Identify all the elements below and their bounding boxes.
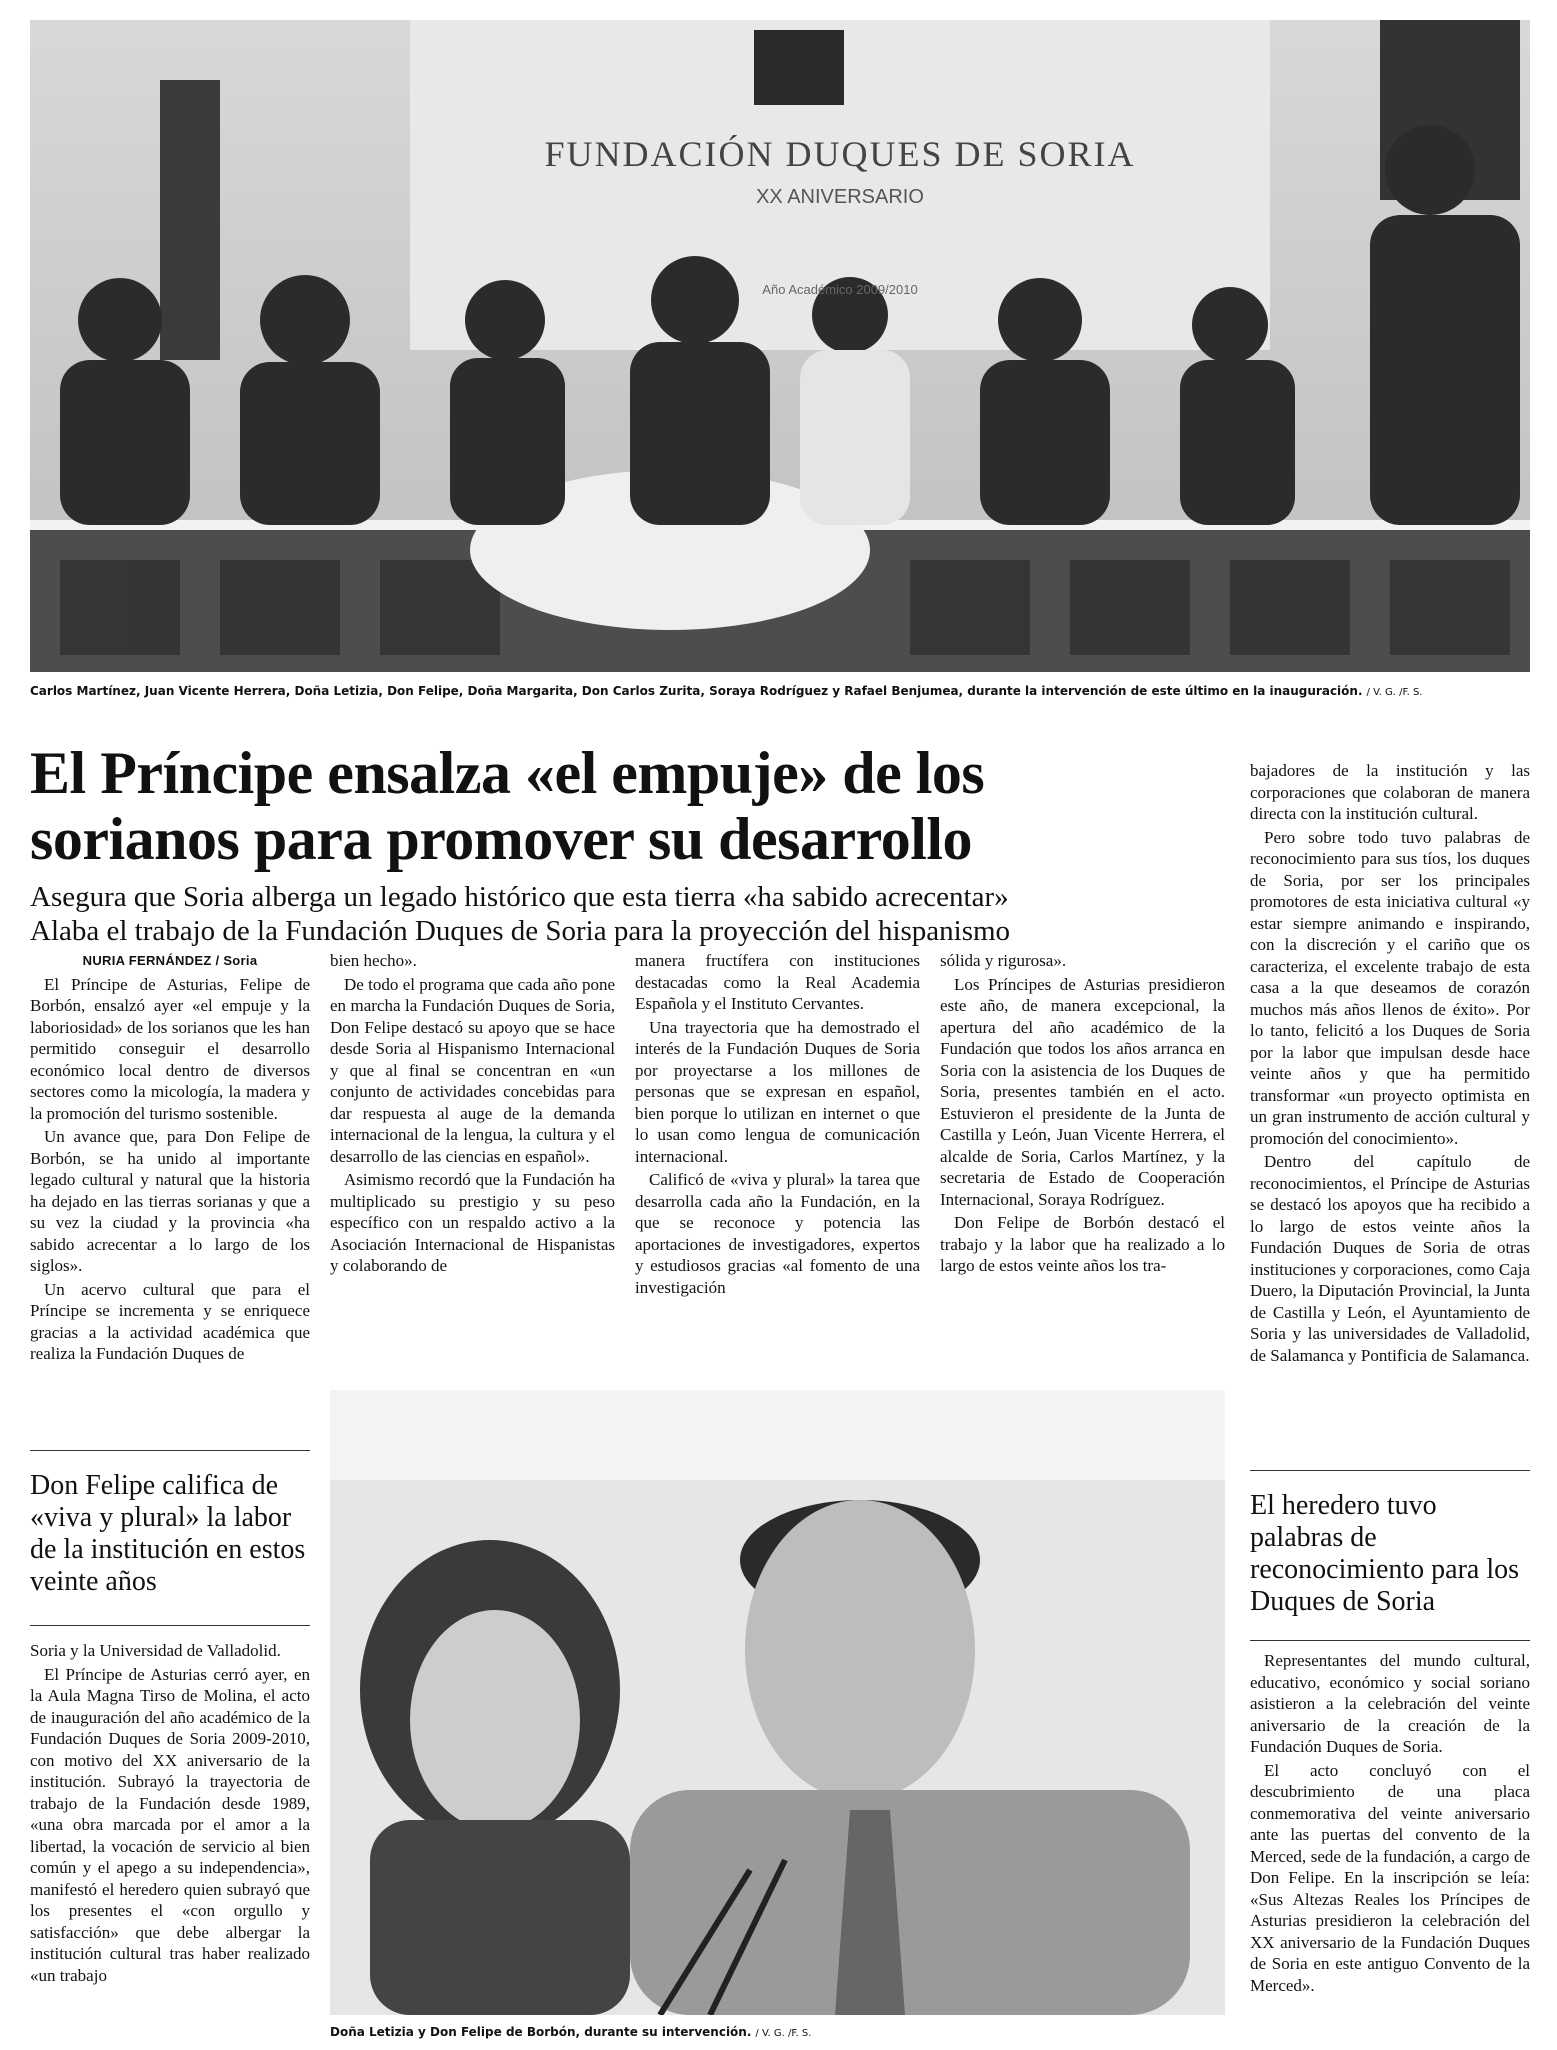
col2-paragraph: De todo el programa que cada año pone en marcha la Fundación Duques de Soria, Don Felipe destacó su apoyo que se hace desde Soria al Hispanismo Internacional y que al final se concentran en «un conjunto de actividades concebidas para dar respuesta al auge de la demanda internacional de la lengua, la cultura y el desarrollo de las ciencias en español». (330, 974, 615, 1166)
col2-paragraph: bien hecho». (330, 951, 417, 970)
right-sidebar-rule-top (1250, 1470, 1530, 1471)
right-sidebar-rule-bottom (1250, 1640, 1530, 1641)
col3-paragraph: manera fructífera con instituciones destacadas como la Real Academia Española y el Instituto Cervantes. (635, 951, 920, 1013)
col5-paragraph: Pero sobre todo tuvo palabras de reconocimiento para sus tíos, los duques de Soria, por ser los principales promotores de esta iniciativa cultural «y estar siempre animando e inspirando, con la discreción y el cariño que os caracteriza, el excelente trabajo de esta casa a la que deseamos de corazón muchos más años llenos de éxito». Por lo tanto, felicitó a los Duques de Soria por la labor que impulsan desde hace veinte años y que ha permitido transformar «un proyecto optimista en un gran instrumento de acción cultural y promoción del conocimiento». (1250, 827, 1530, 1148)
left-sidebar-paragraph: Soria y la Universidad de Valladolid. (30, 1641, 281, 1660)
col5-paragraph: bajadores de la institución y las corporaciones que colaboran de manera directa con la institución cultural. (1250, 761, 1530, 823)
col3-paragraph: Calificó de «viva y plural» la tarea que desarrolla cada año la Fundación, en la que se reconoce y potencia las aportaciones de investigadores, expertos y estudiosos gracias «al fomento de una investigación (635, 1170, 920, 1297)
photo-credit: / V. G. /F. S. (755, 2028, 812, 2039)
col4-paragraph: Los Príncipes de Asturias presidieron este año, de manera excepcional, la apertura del año académico de la Fundación que todos los años arranca en Soria con la asistencia de los Duques de Soria, presentes también en el acto. Estuvieron el presidente de la Junta de Castilla y León, Juan Vicente Herrera, el alcalde de Soria, Carlos Martínez, y la secretaria de Estado de Cooperación Internacional, Soraya Rodríguez. (940, 974, 1225, 1209)
left-sidebar-title: Don Felipe califica de «viva y plural» la labor de la institución en estos veinte años (30, 1470, 306, 1597)
left-sidebar-rule-top (30, 1450, 310, 1451)
caption-text: Carlos Martínez, Juan Vicente Herrera, Doña Letizia, Don Felipe, Doña Margarita, Don Carlos Zurita, Soraya Rodríguez y Rafael Benjumea, durante la intervención de este último en la inauguración. (30, 684, 1363, 698)
col4-paragraph: sólida y rigurosa». (940, 951, 1067, 970)
column-1 (30, 950, 310, 1422)
top-photo-scene (30, 20, 1530, 672)
right-sidebar-paragraph: El acto concluyó con el descubrimiento de una placa conmemorativa del veinte aniversario ante las puertas del convento de la Merced, sede de la fundación, a cargo de Don Felipe. En la inscripción se leía: «Sus Altezas Reales los Príncipes de Asturias presidieron la celebración del XX aniversario de la Fundación Duques de Soria en este antiguo Convento de la Merced». (1250, 1760, 1530, 1995)
headline-line-2: sorianos para promover su desarrollo (30, 806, 973, 872)
right-sidebar-body (1250, 1650, 1530, 2040)
column-4 (940, 950, 1225, 1370)
bottom-photo-caption (330, 2025, 811, 2039)
col1-paragraph: Un acervo cultural que para el Príncipe se incrementa y se enriquece gracias a la actividad académica que realiza la Fundación Duques de (30, 1279, 310, 1363)
headline-line-1: El Príncipe ensalza «el empuje» de los (30, 740, 985, 806)
col2-paragraph: Asimismo recordó que la Fundación ha multiplicado su prestigio y su peso específico con un respaldo activo a la Asociación Internacional de Hispanistas y colaborando de (330, 1170, 615, 1275)
column-2 (330, 950, 615, 1370)
banner-title: FUNDACIÓN DUQUES DE SORIA (544, 134, 1136, 174)
left-sidebar-paragraph: El Príncipe de Asturias cerró ayer, en la Aula Magna Tirso de Molina, el acto de inauguración del año académico de la Fundación Duques de Soria 2009-2010, con motivo del XX aniversario de la institución. Subrayó la trayectoria de trabajo de la Fundación desde 1989, «una obra marcada por el amor a la libertad, la vocación de servicio al bien común y el apego a su independencia», manifestó el heredero quien subrayó que los presentes el «con orgullo y satisfacción» que debe albergar la institución cultural tras haber realizado «un trabajo (30, 1664, 310, 1985)
headline-block (30, 740, 1240, 872)
left-sidebar-rule-bottom (30, 1625, 310, 1626)
subhead-line-1: Asegura que Soria alberga un legado histórico que esta tierra «ha sabido acrecentar» (30, 881, 1009, 913)
col4-paragraph: Don Felipe de Borbón destacó el trabajo y la labor que ha realizado a lo largo de estos veinte años los tra- (940, 1213, 1225, 1275)
col3-paragraph: Una trayectoria que ha demostrado el interés de la Fundación Duques de Soria por proyectarse a los millones de personas que se expresan en español, bien porque lo utilizan en internet o que lo usan como lengua de comunicación internacional. (635, 1017, 920, 1166)
photo-credit: / V. G. /F. S. (1366, 687, 1423, 698)
subhead-block (30, 880, 1240, 948)
column-5 (1250, 760, 1530, 1450)
banner-year: Año Académico 2009/2010 (762, 282, 918, 297)
col5-paragraph: Dentro del capítulo de reconocimientos, el Príncipe de Asturias se destacó los apoyos que ha recibido a lo largo de estos veinte años la Fundación Duques de Soria de otras instituciones y corporaciones, como Caja Duero, la Diputación Provincial, la Junta de Castilla y León, el Ayuntamiento de Soria y las universidades de Valladolid, de Salamanca y Pontificia de Salamanca. (1250, 1152, 1530, 1365)
right-sidebar-paragraph: Representantes del mundo cultural, educativo, económico y social soriano asistieron a la celebración del veinte aniversario de la creación de la Fundación Duques de Soria. (1250, 1651, 1530, 1756)
banner-subtitle: XX ANIVERSARIO (756, 186, 924, 208)
bottom-photo-scene (330, 1390, 1225, 2015)
caption-text: Doña Letizia y Don Felipe de Borbón, durante su intervención. (330, 2025, 752, 2039)
top-photo (30, 20, 1530, 672)
subhead-line-2: Alaba el trabajo de la Fundación Duques de Soria para la proyección del hispanismo (30, 915, 1011, 947)
column-3 (635, 950, 920, 1370)
left-sidebar-body (30, 1640, 310, 2035)
col1-paragraph: Un avance que, para Don Felipe de Borbón, se ha unido al importante legado cultural y natural que la historia ha dejado en las tierras sorianas y que a su vez la ciudad y la provincia «ha sabido acrecentar a lo largo de los siglos». (30, 1127, 310, 1275)
right-sidebar-title: El heredero tuvo palabras de reconocimiento para los Duques de Soria (1250, 1490, 1520, 1617)
col1-paragraph: El Príncipe de Asturias, Felipe de Borbón, ensalzó ayer «el empuje y la laboriosidad» de los sorianos que les han permitido conseguir el desarrollo económico local dentro de diversos sectores como la micología, la madera y la promoción del turismo sostenible. (30, 974, 310, 1123)
top-photo-caption (30, 684, 1422, 698)
byline: NURIA FERNÁNDEZ / Soria (82, 953, 258, 968)
bottom-photo (330, 1390, 1225, 2015)
